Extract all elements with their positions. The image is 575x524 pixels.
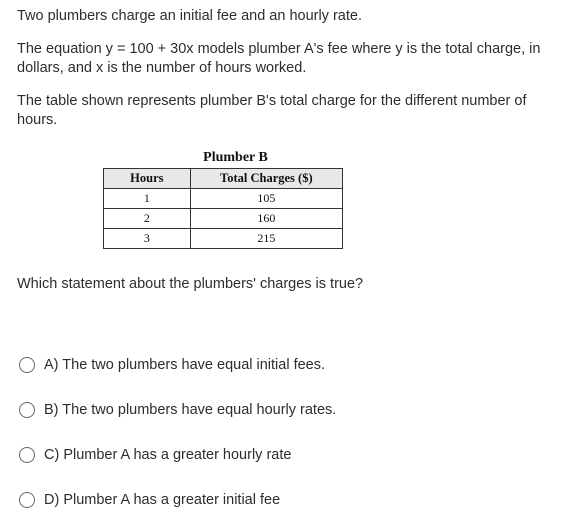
table-row [104,189,343,209]
cell-hours: 3 [104,229,191,249]
table-intro-text: The table shown represents plumber B's total charge for the different number of hours. [17,93,527,128]
answer-option-c-label: C) Plumber A has a greater hourly rate [44,447,292,463]
plumber-b-table [103,168,343,249]
radio-button-b[interactable] [19,402,35,418]
table-title: Plumber B [203,150,268,165]
table-row [104,209,343,229]
cell-hours: 2 [104,209,191,229]
header-total-charges: Total Charges ($) [190,169,342,189]
cell-total-charge: 160 [190,209,342,229]
cell-total-charge: 105 [190,189,342,209]
table-header-row [104,169,343,189]
answer-option-a-label: A) The two plumbers have equal initial fees. [44,357,326,373]
question-text: Which statement about the plumbers' charges is true? [17,276,364,292]
answer-option-d-label: D) Plumber A has a greater initial fee [44,492,281,508]
cell-total-charge: 215 [190,229,342,249]
cell-hours: 1 [104,189,191,209]
intro-text: Two plumbers charge an initial fee and an hourly rate. [17,8,362,24]
header-hours: Hours [104,169,191,189]
answer-option-b-label: B) The two plumbers have equal hourly rates. [44,402,337,418]
radio-button-c[interactable] [19,447,35,463]
plumber-b-table-container [103,148,343,249]
answer-option-d[interactable] [19,489,280,511]
answer-option-c[interactable] [19,444,291,466]
equation-text: The equation y = 100 + 30x models plumber A's fee where y is the total charge, in dollars, and x is the number of hours worked. [17,41,541,76]
radio-button-d[interactable] [19,492,35,508]
table-row [104,229,343,249]
radio-button-a[interactable] [19,357,35,373]
answer-option-a[interactable] [19,354,325,376]
answer-option-b[interactable] [19,399,336,421]
